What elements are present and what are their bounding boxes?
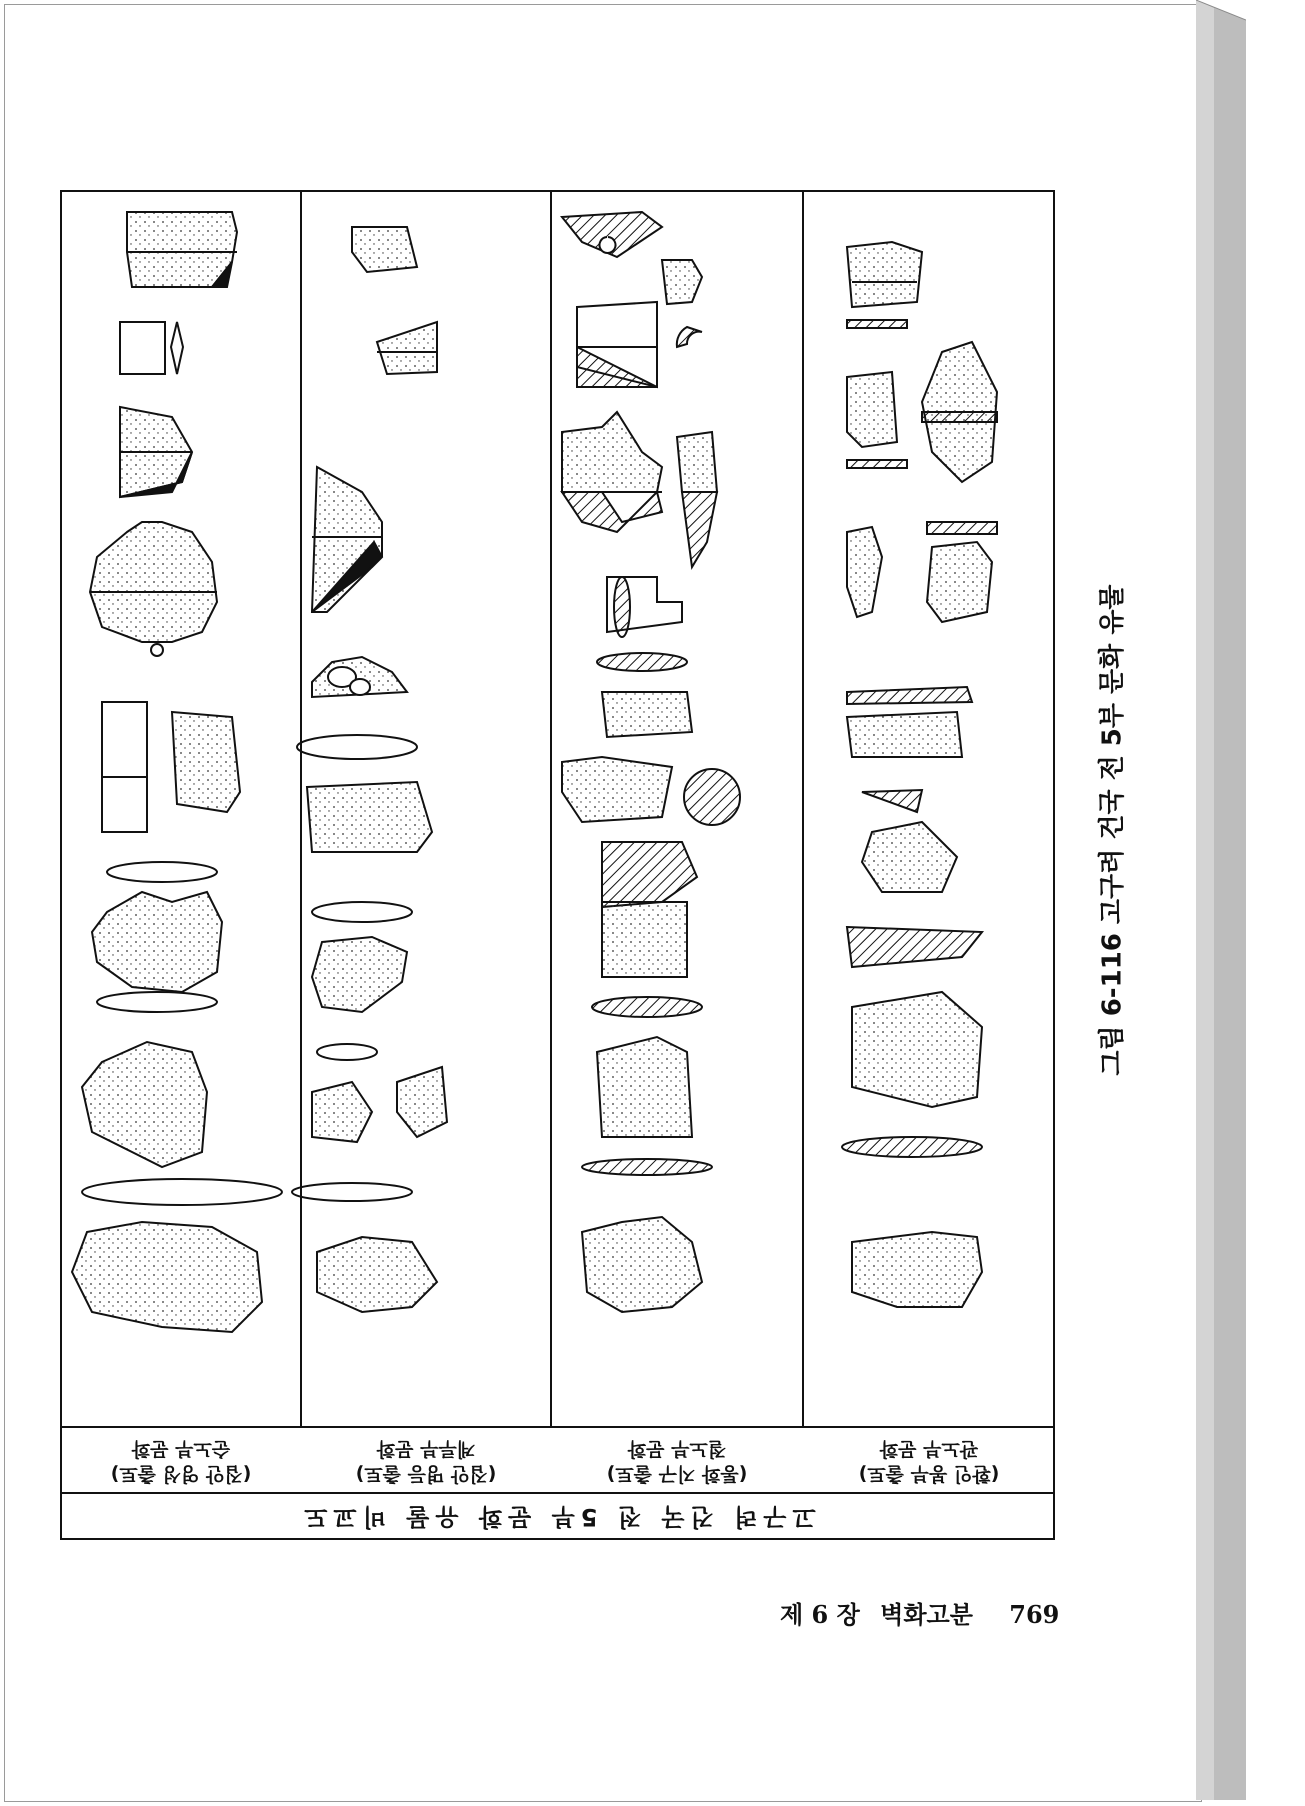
column-4-artifacts [842, 242, 997, 1307]
artifact-plate [60, 190, 1055, 1540]
section-label: 벽화고분 [880, 1600, 973, 1629]
plate-title: 고구려 건국 전 5부 문화 유물 비교도 [298, 1503, 816, 1531]
page-footer [780, 1595, 1059, 1630]
column-1-label: (집안 영성 출토) 순노부 문화 [110, 1438, 252, 1485]
column-4-label: (환인 봉부 출토) 관노부 문화 [858, 1438, 1000, 1485]
figure-caption: 그림 6-116 고구려 건국 전 5부 문화 유물 [1097, 584, 1128, 1076]
column-1-artifacts [72, 212, 282, 1332]
label-row-divider [62, 1426, 1053, 1428]
page-edge [1196, 0, 1246, 1800]
column-2-label: (집안 명등 출토) 계루부 문화 [355, 1438, 497, 1485]
title-row-divider [62, 1492, 1053, 1494]
page-number: 769 [1009, 1600, 1060, 1629]
artifact-drawings [62, 192, 1053, 1426]
column-3-artifacts [562, 212, 740, 1312]
column-3-label: (통화 지구 출토) 절노부 문화 [606, 1438, 748, 1485]
chapter-label: 제 6 장 [780, 1600, 860, 1629]
column-2-artifacts [292, 227, 447, 1312]
